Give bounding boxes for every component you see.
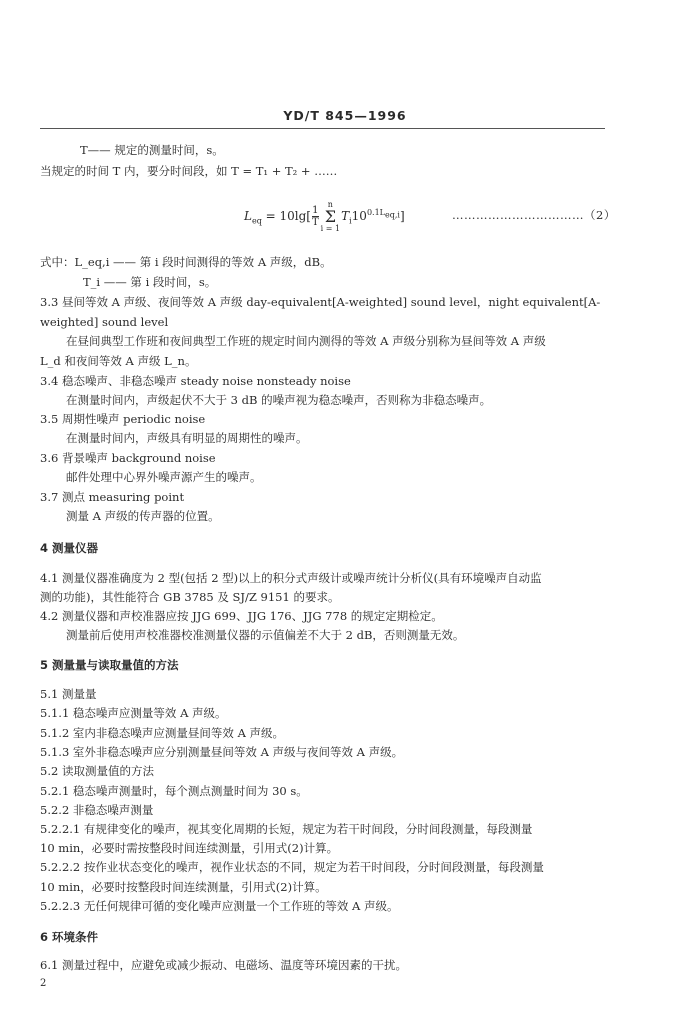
eq-power-exp: 0.1L [366,208,385,217]
eq-term-sub: i [349,216,352,226]
text-line: 在测量时间内，声级起伏不大于 3 dB 的噪声视为稳态噪声，否则称为非稳态噪声。 [66,393,492,407]
text-line: 测的功能)，其性能符合 GB 3785 及 SJ/Z 9151 的要求。 [40,590,340,604]
text-line: 5.1.3 室外非稳态噪声应分别测量昼间等效 A 声级与夜间等效 A 声级。 [40,745,404,759]
text-line: T—— 规定的测量时间，s。 [80,143,224,157]
text-line: L_d 和夜间等效 A 声级 L_n。 [40,354,197,368]
sigma-icon: Σ [324,207,337,226]
eq-power-base: 10 [351,209,367,223]
eq-sum [321,200,340,233]
text-line: 5.2.2.2 按作业状态变化的噪声，视作业状态的不同，规定为若干时间段，分时间段测量，每段测量 [40,860,544,874]
text-line: 3.5 周期性噪声 periodic noise [40,412,206,426]
text-line: 测量前后使用声校准器校准测量仪器的示值偏差不大于 2 dB，否则测量无效。 [66,628,465,642]
text-line: 在昼间典型工作班和夜间典型工作班的规定时间内测得的等效 A 声级分别称为昼间等效 A 声级 [66,334,546,348]
text-line: 4.2 测量仪器和声校准器应按 JJG 699、JJG 176、JJG 778 的规定定期检定。 [40,609,443,623]
eq-lhs: L [244,209,252,223]
text-line: 10 min，必要时按整段时间连续测量，引用式(2)计算。 [40,880,327,894]
text-line: 在测量时间内，声级具有明显的周期性的噪声。 [66,431,308,445]
text-line: T_i —— 第 i 段时间，s。 [83,275,217,289]
eq-sum-bottom: i = 1 [320,224,341,233]
section-heading: 6 环境条件 [40,930,99,944]
text-line: 5.2.2 非稳态噪声测量 [40,803,154,817]
text-line: 3.3 昼间等效 A 声级、夜间等效 A 声级 day-equivalent[A-weighted] sound level，night equivalent[A- [40,295,601,309]
text-line: 3.4 稳态噪声、非稳态噪声 steady noise nonsteady noise [40,374,351,388]
eq-equals: = 10lg[ [261,209,311,223]
text-line: 5.2.2.1 有规律变化的噪声，视其变化周期的长短，规定为若干时间段，分时间段测量，每段测量 [40,822,533,836]
text-line: 当规定的时间 T 内，要分时间段，如 T = T₁ + T₂ + …… [40,164,338,178]
text-line: 5.2.1 稳态噪声测量时，每个测点测量时间为 30 s。 [40,784,308,798]
text-line: 4.1 测量仪器准确度为 2 型(包括 2 型)以上的积分式声级计或噪声统计分析仪(具有环境噪声自动监 [40,571,542,585]
section-heading: 4 测量仪器 [40,541,99,555]
text-line: 5.2 读取测量值的方法 [40,764,154,778]
text-line: 10 min，必要时需按整段时间连续测量，引用式(2)计算。 [40,841,339,855]
text-line: 邮件处理中心界外噪声源产生的噪声。 [66,470,262,484]
text-line: 6.1 测量过程中，应避免或减少振动、电磁场、温度等环境因素的干扰。 [40,958,407,972]
text-line: 5.1.1 稳态噪声应测量等效 A 声级。 [40,706,227,720]
equation-number: ……………………………（2） [452,208,616,222]
eq-frac-num: 1 [312,205,319,216]
eq-lhs-sub: eq [251,216,262,226]
eq-term: T [341,209,350,223]
eq-fraction [312,205,319,228]
eq-power-exp-sub: eq,i [385,210,400,220]
text-line: weighted] sound level [40,315,169,329]
text-line: 3.7 测点 measuring point [40,490,185,504]
eq-close: ] [399,209,405,223]
page-number: 2 [40,978,47,989]
text-line: 测量 A 声级的传声器的位置。 [66,509,220,523]
text-line: 5.1.2 室内非稳态噪声应测量昼间等效 A 声级。 [40,726,285,740]
standard-code-header: YD/T 845—1996 [283,108,407,123]
section-heading: 5 测量量与读取量值的方法 [40,658,179,672]
text-line: 3.6 背景噪声 background noise [40,451,216,465]
text-line: 式中：L_eq,i —— 第 i 段时间测得的等效 A 声级，dB。 [40,255,332,269]
eq-frac-den: T [311,217,319,228]
header-rule [40,128,605,129]
text-line: 5.1 测量量 [40,687,97,701]
eq-power [366,208,400,220]
eq-sum-top: n [327,200,333,209]
equation-2 [244,200,405,233]
text-line: 5.2.2.3 无任何规律可循的变化噪声应测量一个工作班的等效 A 声级。 [40,899,399,913]
